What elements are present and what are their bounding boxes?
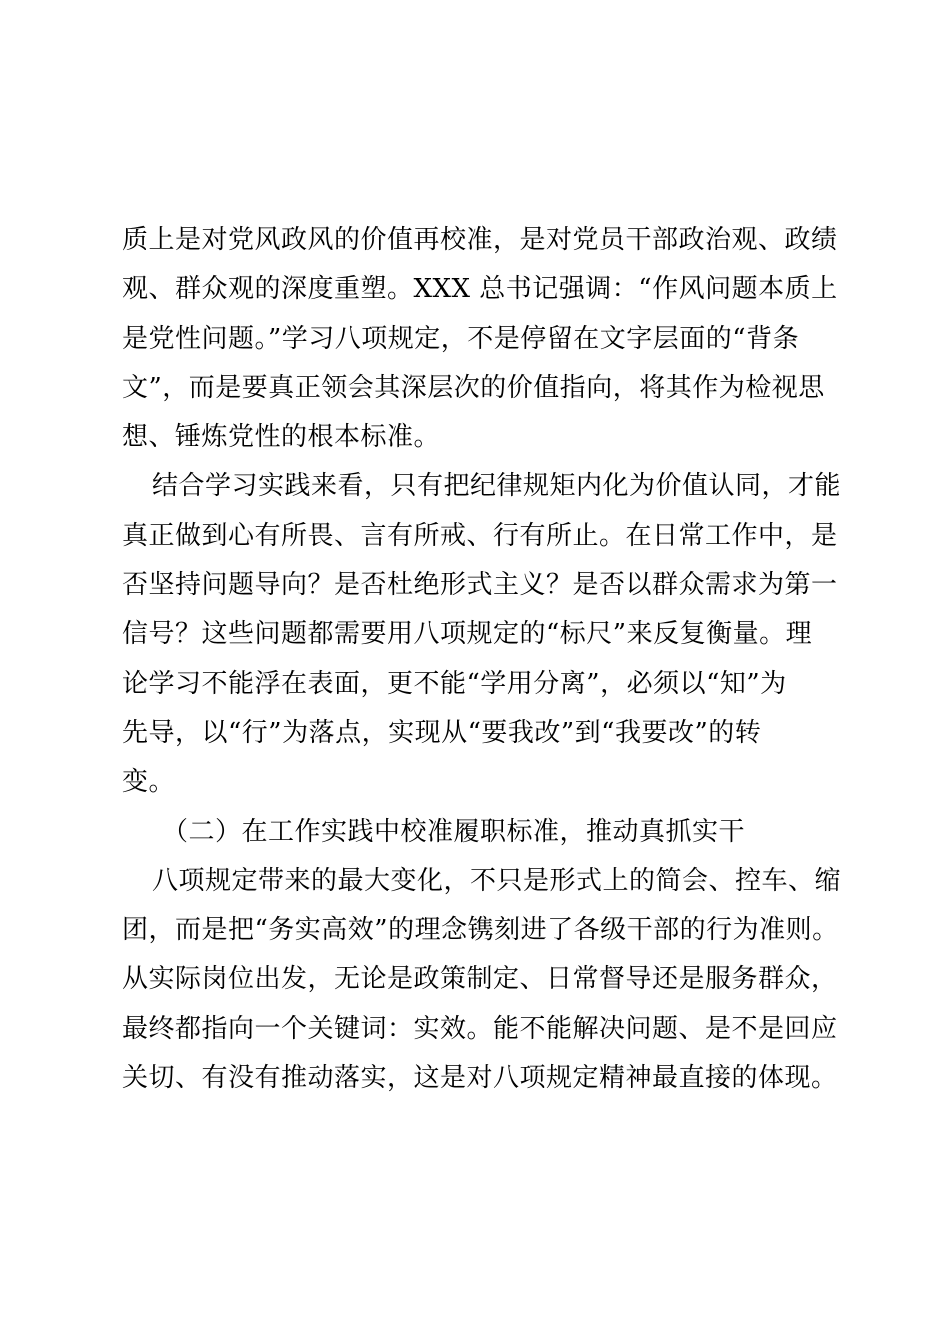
paragraph-line: 想、锤炼党性的根本标准。: [122, 422, 441, 453]
paragraph-line: 论学习不能浮在表面，更不能“学用分离”，必须以“知”为: [122, 668, 787, 699]
paragraph-line: 变。: [122, 767, 176, 798]
paragraph-line: 八项规定带来的最大变化，不只是形式上的简会、控车、缩: [152, 865, 842, 896]
paragraph-line: 是党性问题。”学习八项规定，不是停留在文字层面的“背条: [122, 323, 800, 354]
paragraph-line: 团，而是把“务实高效”的理念镌刻进了各级干部的行为准则。: [122, 915, 839, 946]
paragraph-line: 否坚持问题导向？是否杜绝形式主义？是否以群众需求为第一: [122, 570, 838, 601]
paragraph-line: 从实际岗位出发，无论是政策制定、日常督导还是服务群众，: [122, 964, 838, 995]
paragraph-line: 信号？这些问题都需要用八项规定的“标尺”来反复衡量。理: [122, 619, 813, 650]
paragraph-line: 最终都指向一个关键词：实效。能不能解决问题、是不是回应: [122, 1013, 838, 1044]
paragraph-line: 先导，以“行”为落点，实现从“要我改”到“我要改”的转: [122, 717, 762, 748]
paragraph-line: 文”，而是要真正领会其深层次的价值指向，将其作为检视思: [122, 372, 825, 403]
paragraph-line: 质上是对党风政风的价值再校准，是对党员干部政治观、政绩: [122, 225, 838, 255]
paragraph-line: 关切、有没有推动落实，这是对八项规定精神最直接的体现。: [122, 1063, 838, 1094]
paragraph-line: 观、群众观的深度重塑。XXX 总书记强调：“作风问题本质上: [122, 274, 838, 305]
paragraph-line: 结合学习实践来看，只有把纪律规矩内化为价值认同，才能: [152, 471, 842, 502]
paragraph-line: 真正做到心有所畏、言有所戒、行有所止。在日常工作中，是: [122, 520, 838, 551]
section-heading: （二）在工作实践中校准履职标准，推动真抓实干: [162, 816, 746, 847]
document-body: [122, 216, 842, 1103]
